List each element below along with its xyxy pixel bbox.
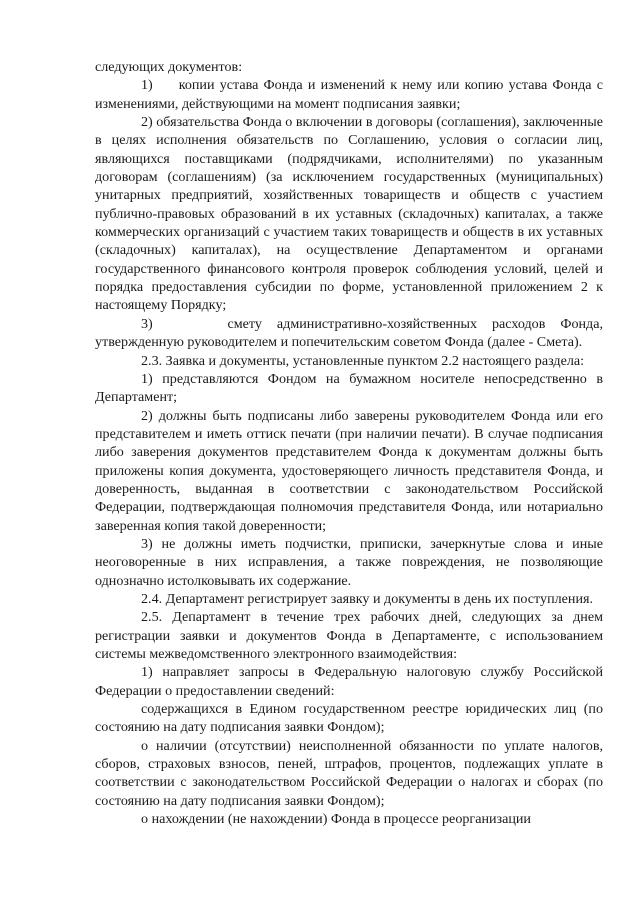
list-item-obligations: 2) обязательства Фонда о включении в договоры (соглашения), заключенные в целях исполнения обязательств по Соглашению, условия о согласии лиц, являющихся поставщиками (подрядчиками, исполнителями) по указанным договорам (соглашениям) (за исключением государственных (муниципальных) унитарных предприятий, хозяйственных товариществ и обществ с участием публично-правовых образований в их уставных (складочных) капиталах, а также коммерческих организаций с участием таких товариществ и обществ в их уставных (складочных) капиталах), на осуществление Департаментом и органами государственного финансового контроля проверок соблюдения условий, целей и порядка предоставления субсидии по форме, установленной приложением 2 к настоящему Порядку; — [95, 114, 604, 314]
section-2-5: 2.5. Департамент в течение трех рабочих дней, следующих за днем регистрации заявки и документов Фонда в Департаменте, с использованием системы межведомственного электронного взаимодействия: — [95, 609, 603, 662]
list-item-budget-estimate: 3) смету административно-хозяйственных расходов Фонда, утвержденную руководителем и попечительским советом Фонда (далее - Смета). — [95, 315, 603, 351]
sub-item-reorganization: о нахождении (не нахождении) Фонда в процессе реорганизации — [141, 811, 531, 828]
list-item-charter-copy: 1) копии устава Фонда и изменений к нему или копию устава Фонда с изменениями, действующими на момент подписания заявки; — [95, 77, 603, 112]
paragraph-1: следующих документов: — [95, 59, 243, 75]
list-item-submission: 1) представляются Фондом на бумажном носителе непосредственно в Департамент; — [95, 370, 603, 406]
list-item-signature: 2) должны быть подписаны либо заверены руководителем Фонда или его представителем и иметь оттиск печати (при наличии печати). В случае подписания либо заверения документов представителем Фонда к документам должны быть приложены копия документа, удостоверяющего личность представителя Фонда, и доверенность, выданная в соответствии с законодательством Российской Федерации, подтверждающая полномочия представителя Фонда, или нотариально заверенная копия такой доверенности; — [95, 407, 603, 534]
sub-item-registry: содержащихся в Едином государственном реестре юридических лиц (по состоянию на дату подписания заявки Фондом); — [95, 701, 603, 736]
section-2-3-heading: 2.3. Заявка и документы, установленные пунктом 2.2 настоящего раздела: — [141, 352, 585, 369]
list-item-tax-requests: 1) направляет запросы в Федеральную налоговую службу Российской Федерации о предоставлении сведений: — [95, 664, 603, 699]
document-page — [95, 58, 603, 828]
section-2-4: 2.4. Департамент регистрирует заявку и документы в день их поступления. — [141, 590, 593, 607]
sub-item-tax-obligations: о наличии (отсутствии) неисполненной обязанности по уплате налогов, сборов, страховых взносов, пеней, штрафов, процентов, подлежащих уплате в соответствии с законодательством Российской Федерации о налогах и сборах (по состоянию на дату подписания заявки Фондом); — [95, 737, 603, 809]
list-item-no-corrections: 3) не должны иметь подчистки, приписки, зачеркнутые слова и иные неоговоренные в них исправления, а также повреждения, не позволяющие однозначно истолковывать их содержание. — [95, 535, 603, 589]
